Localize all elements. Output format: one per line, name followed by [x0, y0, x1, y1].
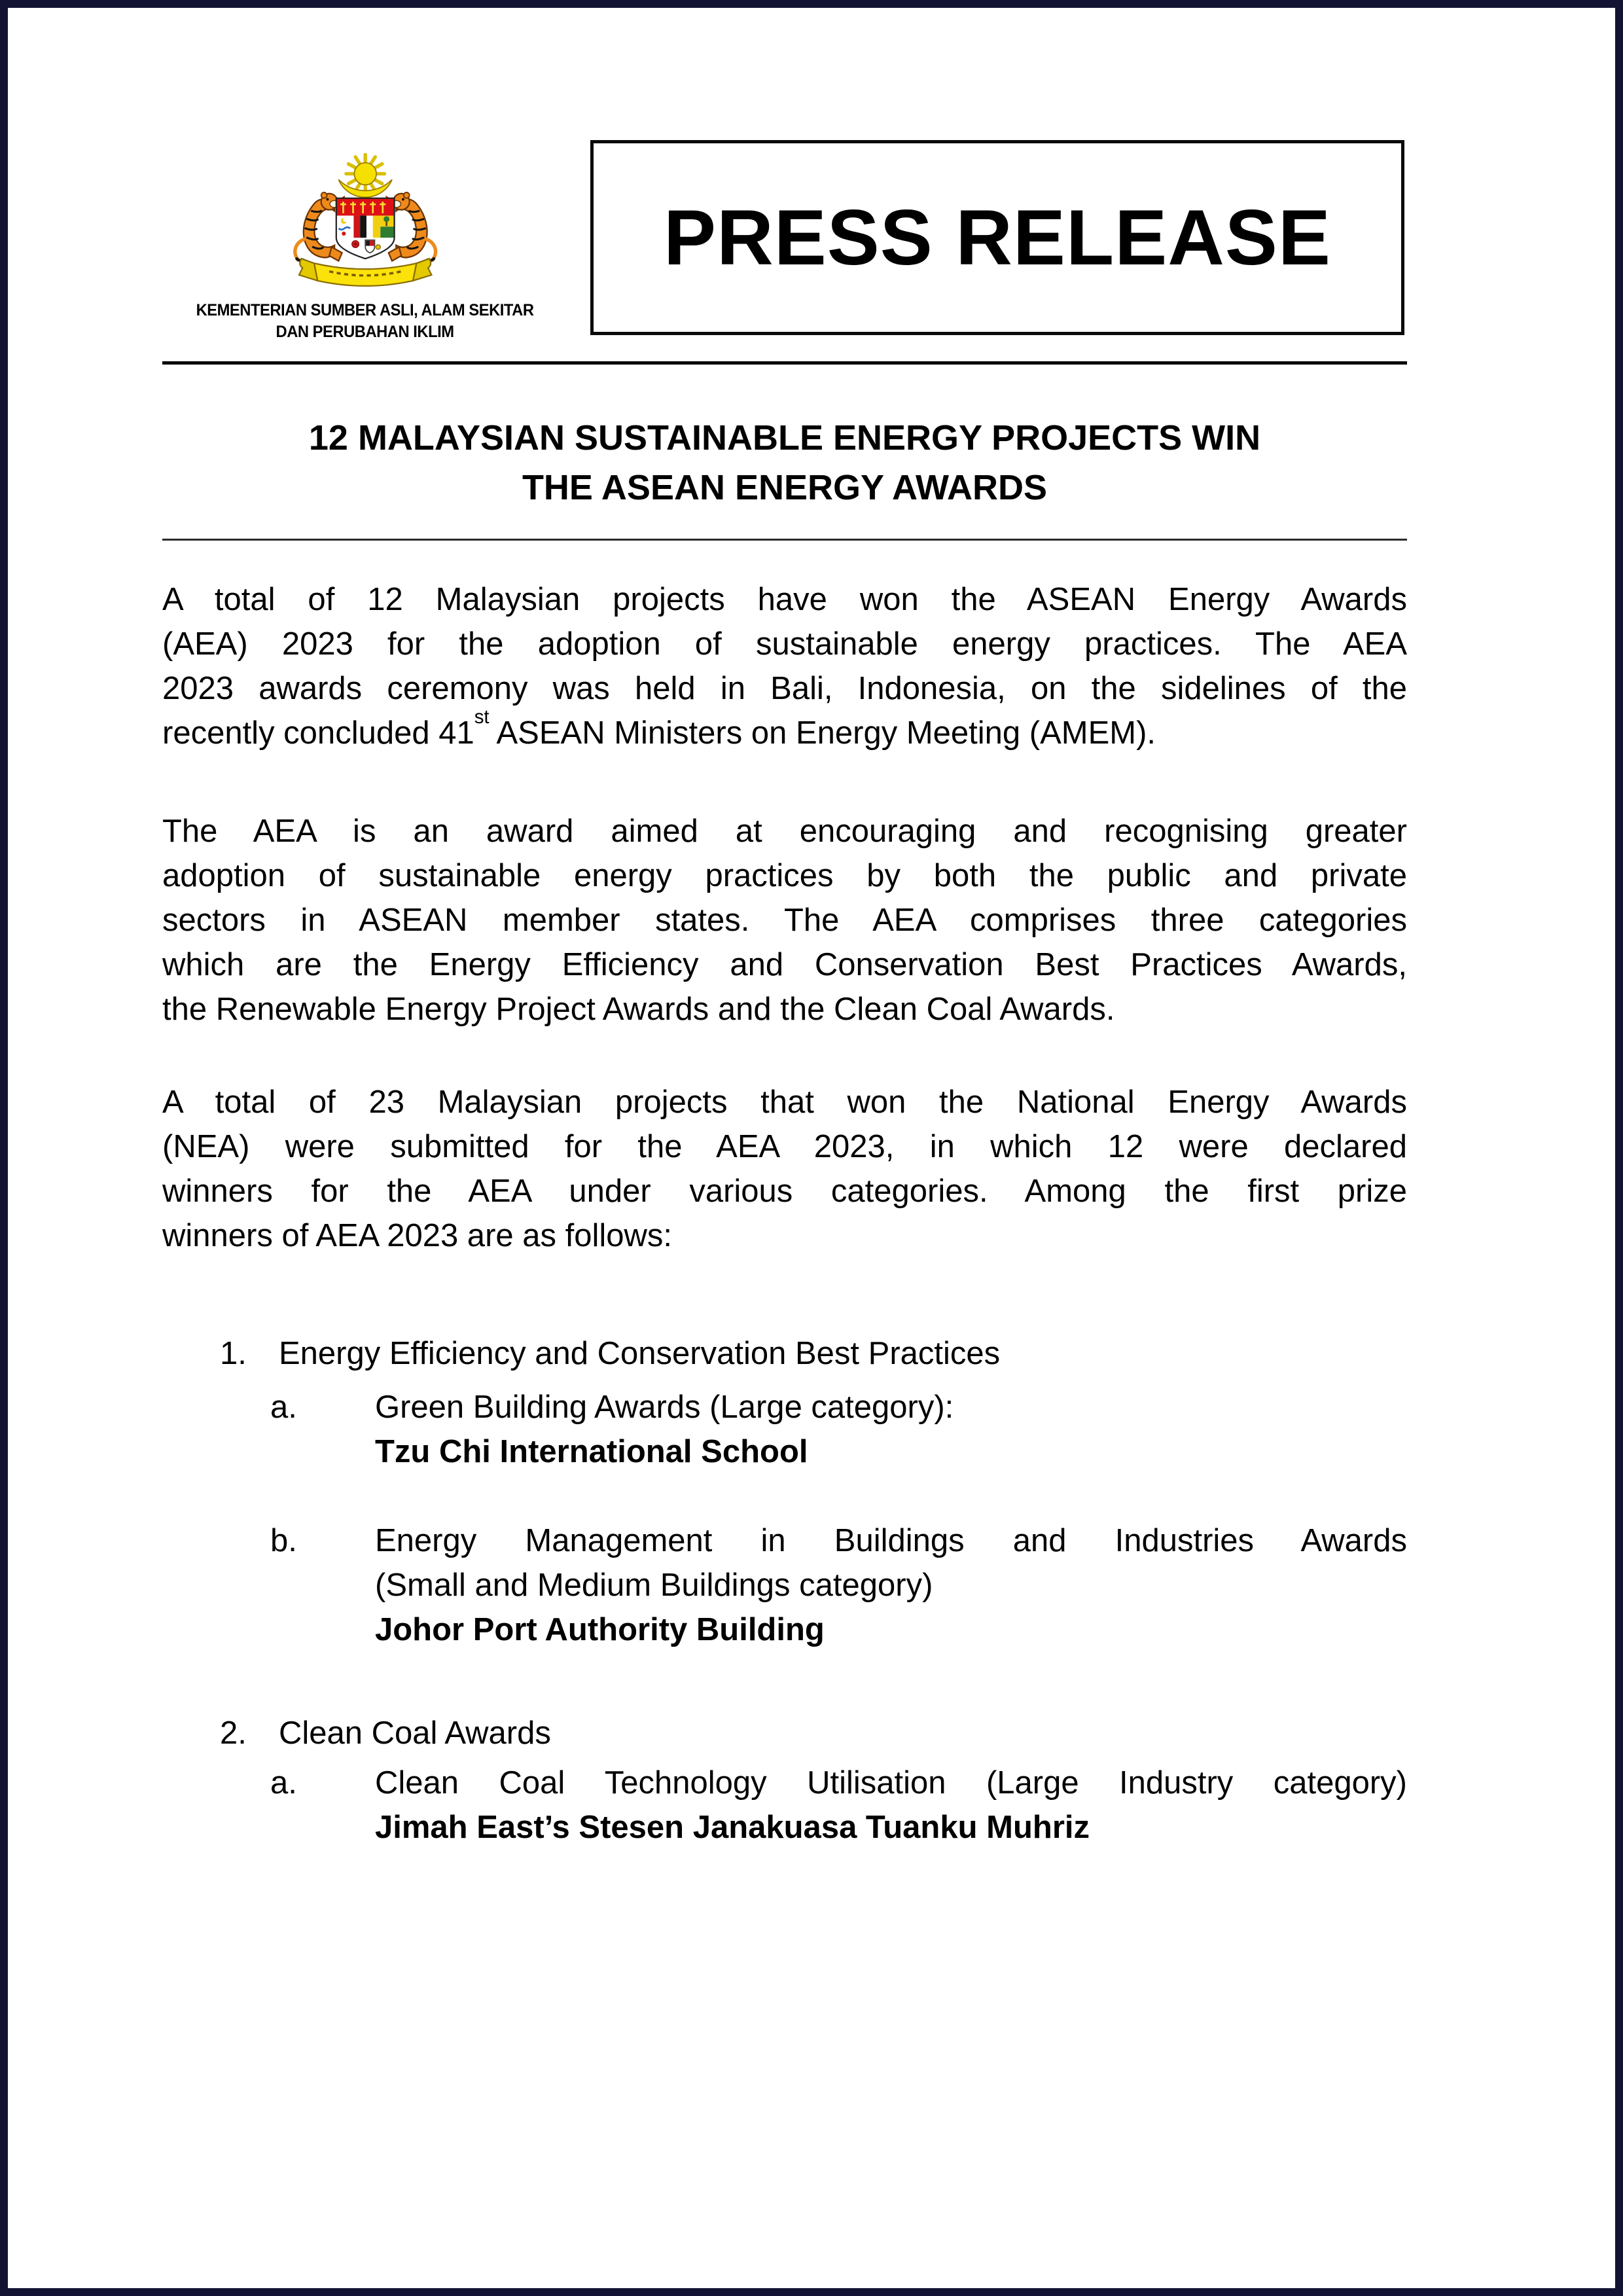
text-line: winners for the AEA under various categories. Among the first prize: [162, 1174, 1407, 1209]
press-release-label: PRESS RELEASE: [664, 194, 1331, 281]
ministry-name-line2: DAN PERUBAHAN IKLIM: [276, 323, 454, 341]
award-winner: Tzu Chi International School: [375, 1434, 808, 1469]
malaysia-coat-of-arms-icon: [278, 151, 452, 296]
paragraph-2: [162, 809, 1407, 1031]
ministry-logo-block: [169, 140, 562, 343]
text-line: the Renewable Energy Project Awards and the Clean Coal Awards.: [162, 992, 1115, 1027]
award-winner: Jimah East’s Stesen Janakuasa Tuanku Muhriz: [375, 1810, 1090, 1845]
paragraph-3: [162, 1080, 1407, 1258]
award-list: [162, 1331, 1407, 1850]
list-letter: a.: [270, 1765, 297, 1801]
document-header: [162, 140, 1407, 343]
document-title-line2: THE ASEAN ENERGY AWARDS: [522, 468, 1048, 507]
ribbon-banner-icon: [299, 259, 431, 286]
document-title: [162, 413, 1407, 512]
shield-icon: [336, 198, 395, 259]
text-segment: recently concluded 41: [162, 715, 474, 751]
text-line: A total of 23 Malaysian projects that won the National Energy Awards: [162, 1085, 1407, 1120]
text-line: which are the Energy Efficiency and Conservation Best Practices Awards,: [162, 947, 1407, 982]
list-number: 1.: [220, 1336, 247, 1371]
paragraph-1: [162, 577, 1407, 755]
text-line: 2023 awards ceremony was held in Bali, Indonesia, on the sidelines of the: [162, 671, 1407, 706]
list-item-2a: [162, 1761, 1407, 1850]
award-category: Clean Coal Awards: [279, 1715, 551, 1751]
award-title-line: Energy Management in Buildings and Industries Awards: [375, 1523, 1407, 1558]
ordinal-superscript: st: [474, 706, 490, 728]
list-letter: a.: [270, 1390, 297, 1425]
horizontal-rule-under-title: [162, 539, 1407, 541]
text-line: (NEA) were submitted for the AEA 2023, in which 12 were declared: [162, 1129, 1407, 1164]
text-line: [162, 706, 1407, 755]
list-number: 2.: [220, 1715, 247, 1751]
award-title: Clean Coal Technology Utilisation (Large Industry category): [375, 1765, 1407, 1801]
list-item-1: [162, 1331, 1407, 1376]
award-title: Green Building Awards (Large category):: [375, 1390, 954, 1425]
text-line: sectors in ASEAN member states. The AEA comprises three categories: [162, 903, 1407, 938]
text-line: A total of 12 Malaysian projects have won the ASEAN Energy Awards: [162, 582, 1407, 617]
text-line: The AEA is an award aimed at encouraging and recognising greater: [162, 814, 1407, 849]
ministry-name: [196, 300, 534, 343]
list-letter: b.: [270, 1523, 297, 1558]
text-segment: ASEAN Ministers on Energy Meeting (AMEM).: [489, 715, 1156, 751]
list-item-2: [162, 1711, 1407, 1755]
page-content: [8, 140, 1615, 1850]
list-item-1a: [162, 1385, 1407, 1474]
award-title-line: (Small and Medium Buildings category): [375, 1568, 933, 1603]
award-category: Energy Efficiency and Conservation Best Practices: [279, 1336, 1001, 1371]
award-winner: Johor Port Authority Building: [375, 1612, 825, 1647]
ministry-name-line1: KEMENTERIAN SUMBER ASLI, ALAM SEKITAR: [196, 301, 534, 319]
horizontal-rule-top: [162, 361, 1407, 365]
list-item-1b: [162, 1518, 1407, 1652]
text-line: winners of AEA 2023 are as follows:: [162, 1218, 672, 1253]
text-line: adoption of sustainable energy practices by both the public and private: [162, 858, 1407, 893]
press-release-box: [590, 140, 1404, 335]
text-line: (AEA) 2023 for the adoption of sustainable energy practices. The AEA: [162, 626, 1407, 662]
document-title-line1: 12 MALAYSIAN SUSTAINABLE ENERGY PROJECTS WIN: [308, 418, 1261, 457]
